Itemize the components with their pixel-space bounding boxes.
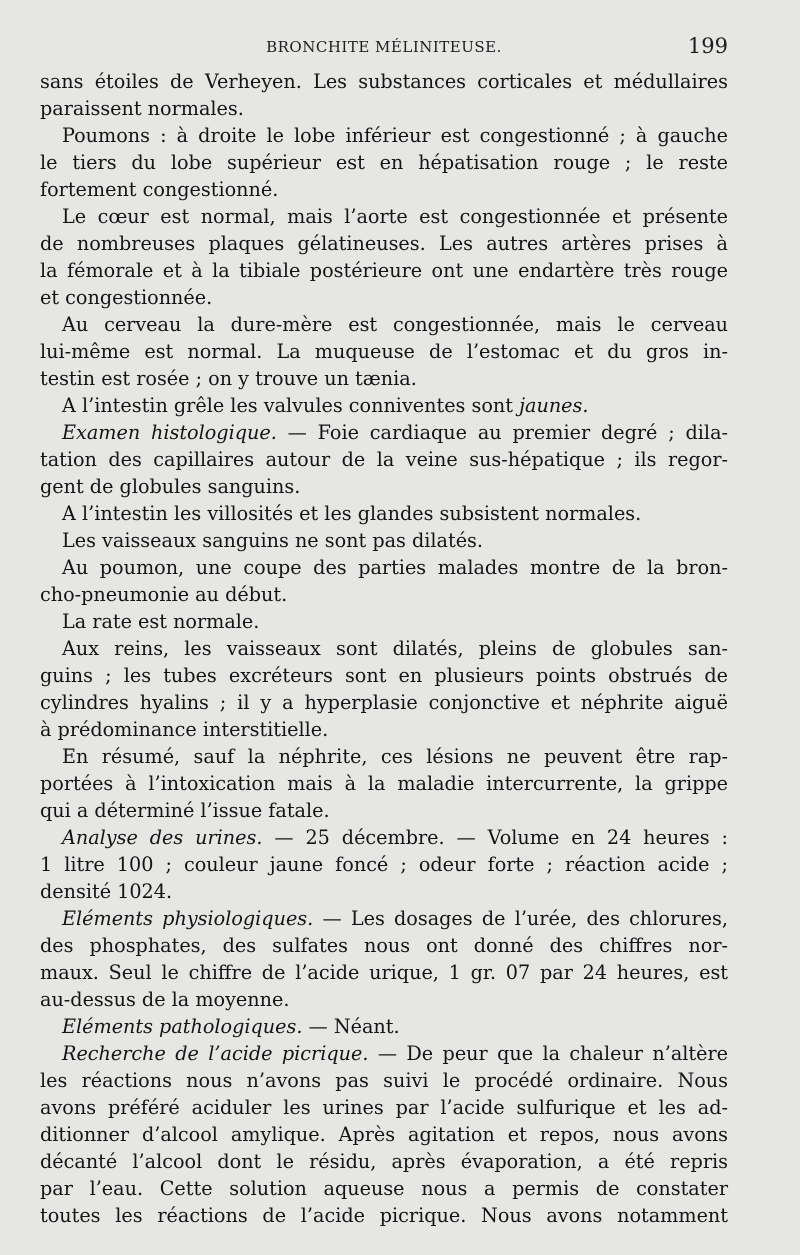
text-run: tation des capillaires autour de la veine sus-hépatique ; ils regor- [40,448,728,471]
text-line [40,824,728,851]
text-line [40,419,728,446]
text-line [40,527,728,554]
text-run: gent de globules sanguins. [40,475,301,498]
text-line [40,122,728,149]
text-line [40,149,728,176]
text-run: avons préféré aciduler les urines par l’acide sulfurique et les ad- [40,1096,728,1119]
text-line [40,689,728,716]
text-line [40,284,728,311]
italic-run: Eléments physiologiques. [62,907,314,930]
text-line [40,635,728,662]
text-run: — Néant. [302,1015,400,1038]
italic-run: Examen histologique. [62,421,277,444]
text-line [40,500,728,527]
text-run: La rate est normale. [62,610,260,633]
text-run: maux. Seul le chiffre de l’acide urique, 1 gr. 07 par 24 heures, est [40,961,728,984]
text-line [40,1040,728,1067]
text-line [40,797,728,824]
text-run: Au cerveau la dure-mère est congestionnée, mais le cerveau [62,313,728,336]
text-run: les réactions nous n’avons pas suivi le procédé ordinaire. Nous [40,1069,728,1092]
text-line [40,1175,728,1202]
text-run: au-dessus de la moyenne. [40,988,290,1011]
text-run: — 25 décembre. — Volume en 24 heures : [262,826,728,849]
text-line [40,68,728,95]
text-line [40,986,728,1013]
text-run: Aux reins, les vaisseaux sont dilatés, pleins de globules san- [62,637,728,660]
text-run: à prédominance interstitielle. [40,718,329,741]
text-line [40,932,728,959]
text-line [40,959,728,986]
text-run: densité 1024. [40,880,173,903]
text-line [40,392,728,419]
text-run: testin est rosée ; on y trouve un tænia. [40,367,417,390]
text-run: lui-même est normal. La muqueuse de l’estomac et du gros in- [40,340,728,363]
text-line [40,581,728,608]
text-line [40,743,728,770]
text-run: Au poumon, une coupe des parties malades montre de la bron- [62,556,728,579]
text-line [40,338,728,365]
italic-run: Recherche de l’acide picrique. [62,1042,369,1065]
text-run: et congestionnée. [40,286,213,309]
text-line [40,446,728,473]
text-line [40,203,728,230]
text-line [40,770,728,797]
text-run: toutes les réactions de l’acide picrique. Nous avons notamment [40,1204,728,1227]
text-line [40,662,728,689]
text-run: 1 litre 100 ; couleur jaune foncé ; odeur forte ; réaction acide ; [40,853,728,876]
text-line [40,1202,728,1229]
text-line [40,176,728,203]
text-line [40,365,728,392]
text-line [40,230,728,257]
text-run: de nombreuses plaques gélatineuses. Les autres artères prises à [40,232,728,255]
text-body [40,68,728,1229]
running-title: BRONCHITE MÉLINITEUSE. [266,38,502,56]
text-run: paraissent normales. [40,97,244,120]
text-run: sans étoiles de Verheyen. Les substances corticales et médullaires [40,70,728,93]
page-number: 199 [687,34,728,58]
text-run: portées à l’intoxication mais à la maladie intercurrente, la grippe [40,772,728,795]
text-line [40,851,728,878]
text-line [40,716,728,743]
text-line [40,608,728,635]
text-run: — Foie cardiaque au premier degré ; dila- [276,421,728,444]
text-run: A l’intestin les villosités et les glandes subsistent normales. [62,502,642,525]
italic-run: Analyse des urines. [62,826,263,849]
text-run: cylindres hyalins ; il y a hyperplasie conjonctive et néphrite aiguë [40,691,728,714]
text-run: ditionner d’alcool amylique. Après agitation et repos, nous avons [40,1123,728,1146]
text-run: le tiers du lobe supérieur est en hépatisation rouge ; le reste [40,151,728,174]
text-run: la fémorale et à la tibiale postérieure ont une endartère très rouge [40,259,728,282]
text-run: guins ; les tubes excréteurs sont en plusieurs points obstrués de [40,664,728,687]
running-head [40,34,728,58]
text-line [40,95,728,122]
text-line [40,1148,728,1175]
text-run: décanté l’alcool dont le résidu, après évaporation, a été repris [40,1150,728,1173]
text-line [40,1121,728,1148]
italic-run: Eléments pathologiques. [62,1015,303,1038]
text-line [40,878,728,905]
text-run: des phosphates, des sulfates nous ont donné des chiffres nor- [40,934,728,957]
text-run: fortement congestionné. [40,178,279,201]
text-run: Poumons : à droite le lobe inférieur est congestionné ; à gauche [62,124,728,147]
italic-run: jaunes. [519,394,589,417]
text-run: qui a déterminé l’issue fatale. [40,799,330,822]
text-run: Les vaisseaux sanguins ne sont pas dilatés. [62,529,484,552]
text-line [40,473,728,500]
text-line [40,311,728,338]
text-line [40,1067,728,1094]
text-run: A l’intestin grêle les valvules conniventes sont [62,394,520,417]
text-run: Le cœur est normal, mais l’aorte est congestionnée et présente [62,205,728,228]
text-line [40,554,728,581]
text-run: cho-pneumonie au début. [40,583,288,606]
text-line [40,905,728,932]
text-run: — Les dosages de l’urée, des chlorures, [313,907,728,930]
text-line [40,1013,728,1040]
text-run: — De peur que la chaleur n’altère [368,1042,728,1065]
text-run: En résumé, sauf la néphrite, ces lésions ne peuvent être rap- [62,745,728,768]
text-line [40,1094,728,1121]
text-run: par l’eau. Cette solution aqueuse nous a permis de constater [40,1177,728,1200]
text-line [40,257,728,284]
